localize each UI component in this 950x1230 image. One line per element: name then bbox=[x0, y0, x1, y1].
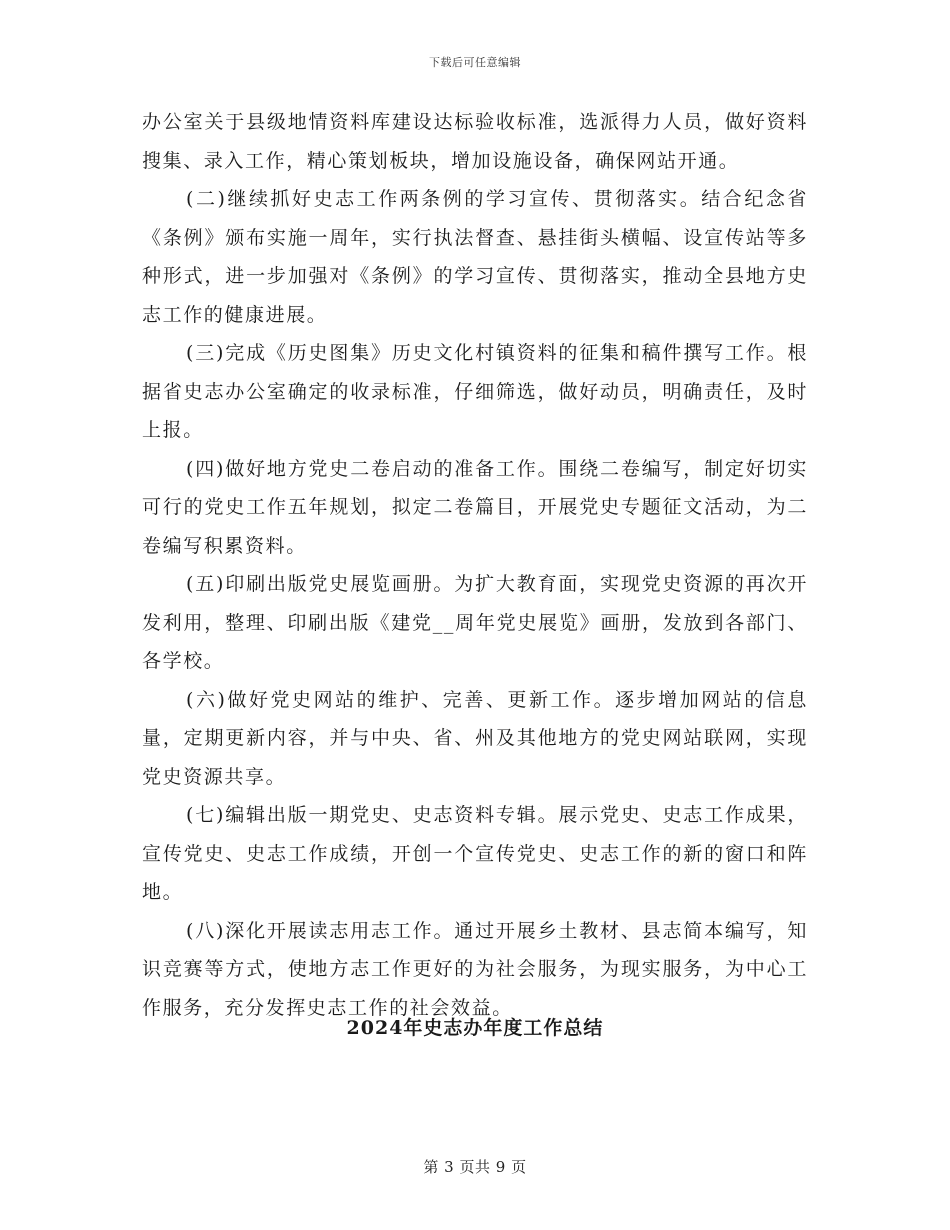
page-footer: 第 3 页共 9 页 bbox=[423, 1158, 527, 1176]
paragraph-item-7: (七)编辑出版一期党史、史志资料专辑。展示党史、史志工作成果，宣传党史、史志工作成绩，开创一个宣传党史、史志工作的新的窗口和阵地。 bbox=[142, 804, 808, 903]
paragraph-item-3: (三)完成《历史图集》历史文化村镇资料的征集和稿件撰写工作。根据省史志办公室确定的收录标准，仔细筛选，做好动员，明确责任，及时上报。 bbox=[142, 342, 808, 441]
paragraph-item-8: (八)深化开展读志用志工作。通过开展乡土教材、县志简本编写，知识竞赛等方式，使地方志工作更好的为社会服务，为现实服务，为中心工作服务，充分发挥史志工作的社会效益。 bbox=[142, 919, 808, 1019]
paragraph-item-2: (二)继续抓好史志工作两条例的学习宣传、贯彻落实。结合纪念省《条例》颁布实施一周年，实行执法督查、悬挂街头横幅、设宣传站等多种形式，进一步加强对《条例》的学习宣传、贯彻落实，推动全县地方史志工作的健康进展。 bbox=[142, 188, 808, 326]
page-header: 下载后可任意编辑 bbox=[429, 56, 521, 69]
paragraph-continuation: 办公室关于县级地情资料库建设达标验收标准，选派得力人员，做好资料搜集、录入工作，精心策划板块，增加设施设备，确保网站开通。 bbox=[142, 111, 808, 172]
paragraph-item-6: (六)做好党史网站的维护、完善、更新工作。逐步增加网站的信息量，定期更新内容，并与中央、省、州及其他地方的党史网站联网，实现党史资源共享。 bbox=[142, 688, 808, 788]
section-title: 2024年史志办年度工作总结 bbox=[346, 1017, 604, 1039]
paragraph-item-4: (四)做好地方党史二卷启动的准备工作。围绕二卷编写，制定好切实可行的党史工作五年规划，拟定二卷篇目，开展党史专题征文活动，为二卷编写积累资料。 bbox=[142, 457, 808, 557]
document-body bbox=[142, 103, 808, 1027]
paragraph-item-5: (五)印刷出版党史展览画册。为扩大教育面，实现党史资源的再次开发利用，整理、印刷出版《建党__周年党史展览》画册，发放到各部门、各学校。 bbox=[142, 573, 808, 672]
